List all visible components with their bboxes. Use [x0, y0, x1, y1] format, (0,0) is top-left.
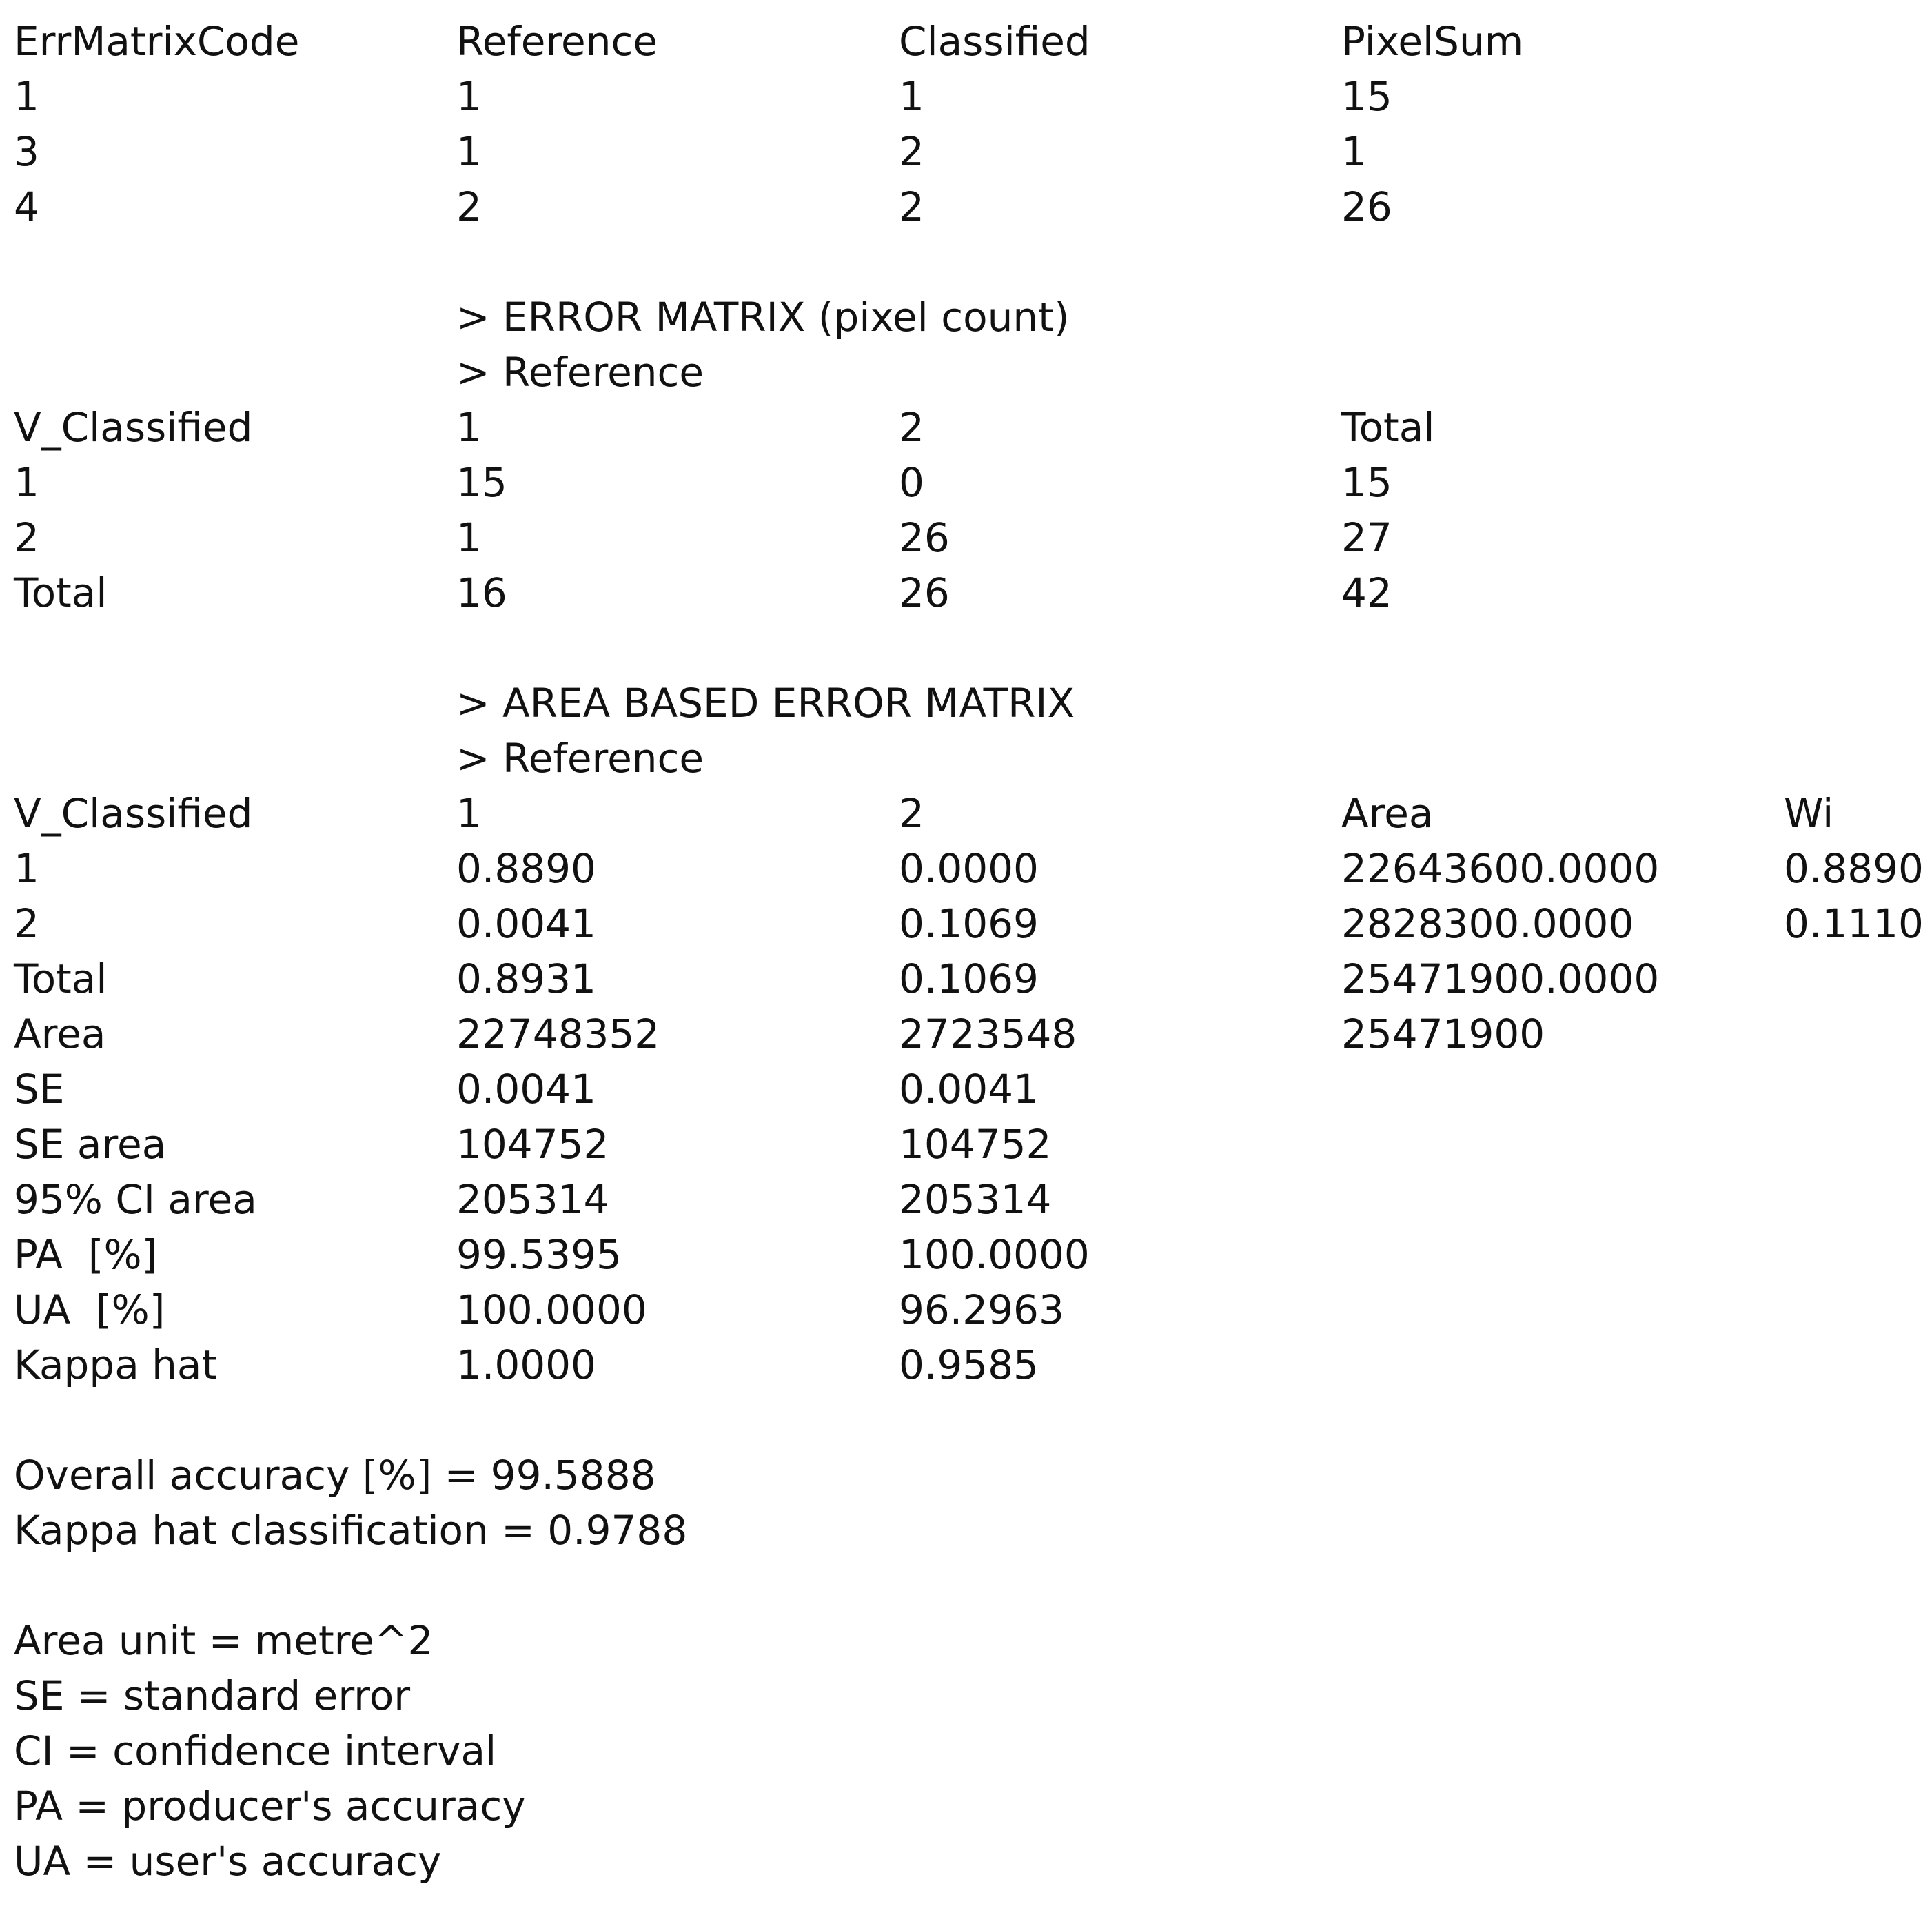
table-cell: 2723548: [899, 1011, 1077, 1057]
header-class-1: 1: [456, 790, 482, 837]
table-cell: 1: [14, 845, 39, 892]
area-matrix-title: > AREA BASED ERROR MATRIX: [456, 680, 1075, 727]
table-cell: 2: [14, 900, 39, 947]
table-cell: 15: [456, 459, 507, 506]
table-cell: 2: [14, 514, 39, 561]
table-cell: SE: [14, 1066, 65, 1113]
header-pixelsum: PixelSum: [1341, 18, 1524, 65]
table-cell: 104752: [456, 1121, 609, 1168]
kappa-classification: Kappa hat classification = 0.9788: [14, 1507, 688, 1554]
header-class-2: 2: [899, 790, 924, 837]
table-cell: Total: [14, 955, 108, 1002]
pixel-matrix-title: > ERROR MATRIX (pixel count): [456, 294, 1070, 341]
table-cell: 15: [1341, 459, 1392, 506]
table-cell: 16: [456, 569, 507, 616]
legend-ci: CI = confidence interval: [14, 1727, 497, 1774]
table-cell: 4: [14, 183, 39, 230]
header-area: Area: [1341, 790, 1434, 837]
table-cell: 0.0041: [456, 1066, 596, 1113]
table-cell: 0: [899, 459, 924, 506]
header-classified: Classified: [899, 18, 1090, 65]
table-cell: 96.2963: [899, 1286, 1064, 1333]
table-cell: 25471900.0000: [1341, 955, 1660, 1002]
table-cell: 0.9585: [899, 1341, 1039, 1388]
table-cell: 1: [456, 514, 482, 561]
header-class-1: 1: [456, 404, 482, 451]
table-cell: PA [%]: [14, 1231, 158, 1278]
table-cell: 0.0041: [456, 900, 596, 947]
table-cell: 26: [899, 514, 950, 561]
table-cell: 0.8931: [456, 955, 596, 1002]
table-cell: 0.1110: [1784, 900, 1924, 947]
legend-se: SE = standard error: [14, 1672, 411, 1719]
table-cell: 0.1069: [899, 955, 1039, 1002]
legend-pa: PA = producer's accuracy: [14, 1783, 526, 1829]
table-cell: 205314: [456, 1176, 609, 1223]
header-wi: Wi: [1784, 790, 1834, 837]
area-matrix-subtitle: > Reference: [456, 735, 704, 782]
table-cell: 25471900: [1341, 1011, 1545, 1057]
table-cell: 95% CI area: [14, 1176, 257, 1223]
table-cell: 15: [1341, 73, 1392, 120]
legend-area-unit: Area unit = metre^2: [14, 1617, 434, 1664]
table-cell: 22748352: [456, 1011, 660, 1057]
table-cell: SE area: [14, 1121, 167, 1168]
header-total: Total: [1341, 404, 1435, 451]
table-cell: 100.0000: [899, 1231, 1090, 1278]
table-cell: 42: [1341, 569, 1392, 616]
table-cell: 0.0000: [899, 845, 1039, 892]
table-cell: 0.8890: [1784, 845, 1924, 892]
table-cell: Kappa hat: [14, 1341, 218, 1388]
table-cell: 1: [899, 73, 924, 120]
table-cell: 27: [1341, 514, 1392, 561]
header-reference: Reference: [456, 18, 658, 65]
table-cell: Area: [14, 1011, 106, 1057]
table-cell: 1: [1341, 128, 1367, 175]
table-cell: 3: [14, 128, 39, 175]
legend-ua: UA = user's accuracy: [14, 1838, 442, 1885]
table-cell: 2: [899, 128, 924, 175]
header-errmatrixcode: ErrMatrixCode: [14, 18, 300, 65]
table-cell: 2: [899, 183, 924, 230]
table-cell: 0.0041: [899, 1066, 1039, 1113]
table-cell: 104752: [899, 1121, 1052, 1168]
table-cell: Total: [14, 569, 108, 616]
table-cell: 0.1069: [899, 900, 1039, 947]
pixel-matrix-subtitle: > Reference: [456, 349, 704, 396]
table-cell: 0.8890: [456, 845, 596, 892]
table-cell: 2828300.0000: [1341, 900, 1634, 947]
table-cell: 1: [14, 73, 39, 120]
header-v-classified: V_Classified: [14, 790, 253, 837]
table-cell: 26: [1341, 183, 1392, 230]
table-cell: 1: [456, 128, 482, 175]
header-v-classified: V_Classified: [14, 404, 253, 451]
table-cell: 99.5395: [456, 1231, 622, 1278]
table-cell: 26: [899, 569, 950, 616]
table-cell: 100.0000: [456, 1286, 647, 1333]
table-cell: 1: [14, 459, 39, 506]
table-cell: 1: [456, 73, 482, 120]
table-cell: 1.0000: [456, 1341, 596, 1388]
overall-accuracy: Overall accuracy [%] = 99.5888: [14, 1452, 656, 1499]
table-cell: UA [%]: [14, 1286, 165, 1333]
table-cell: 205314: [899, 1176, 1052, 1223]
header-class-2: 2: [899, 404, 924, 451]
table-cell: 22643600.0000: [1341, 845, 1660, 892]
table-cell: 2: [456, 183, 482, 230]
